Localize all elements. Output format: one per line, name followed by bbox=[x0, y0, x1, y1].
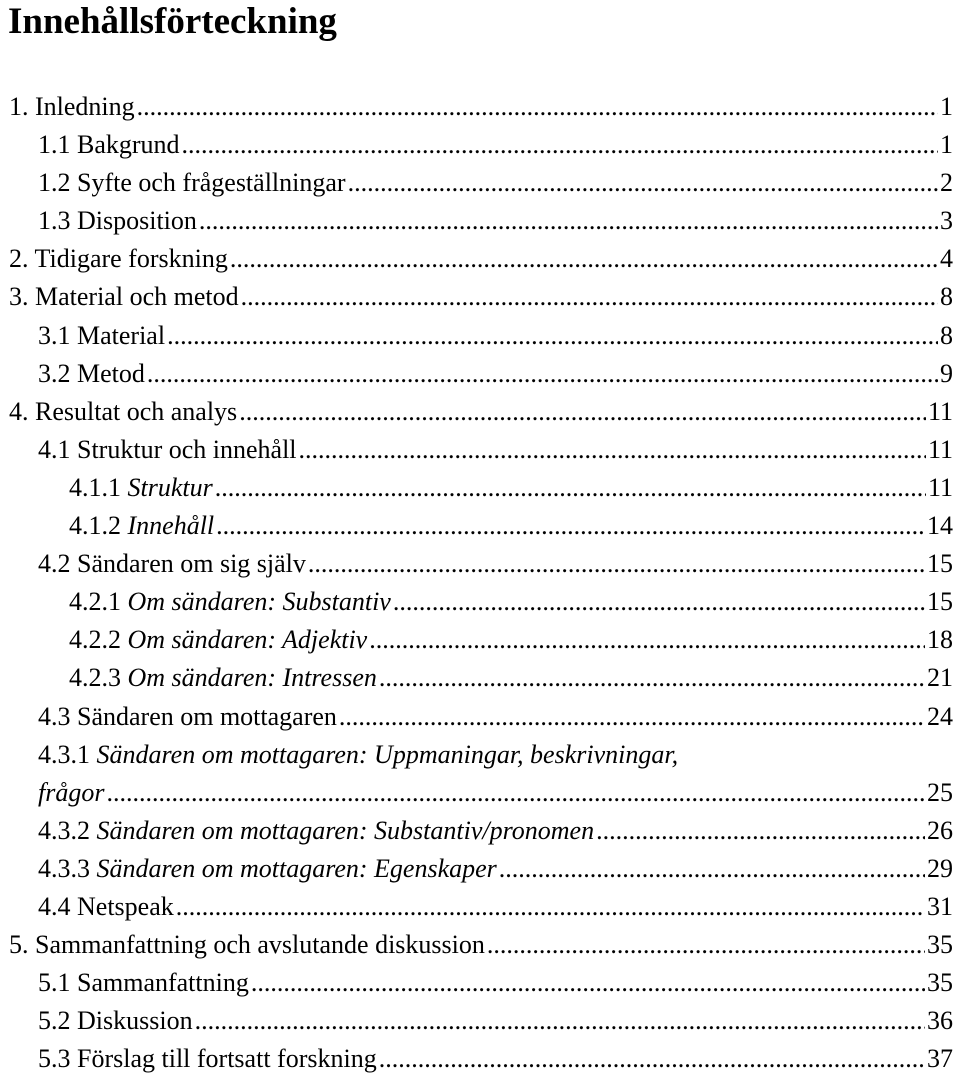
toc-entry-number: 5.2 bbox=[38, 1006, 71, 1036]
toc-entry-body bbox=[38, 698, 953, 736]
toc-entry[interactable] bbox=[0, 164, 960, 202]
toc-entry[interactable] bbox=[0, 736, 960, 812]
toc-entry[interactable] bbox=[0, 278, 960, 316]
toc-entry[interactable] bbox=[0, 393, 960, 431]
toc-entry-body bbox=[38, 1002, 953, 1040]
toc-entry[interactable] bbox=[0, 964, 960, 1002]
toc-entry-body bbox=[69, 621, 953, 659]
toc-entry-text bbox=[38, 1002, 193, 1040]
toc-entry-number: 4.3.2 bbox=[38, 815, 90, 845]
toc-entry-leader-dots bbox=[239, 393, 926, 431]
toc-entry-text bbox=[38, 317, 165, 355]
toc-entry-line bbox=[69, 659, 953, 697]
toc-entry-leader-dots bbox=[241, 278, 938, 316]
toc-entry-label: Om sändaren: Substantiv bbox=[127, 587, 391, 617]
toc-entry-leader-dots bbox=[299, 431, 926, 469]
toc-entry-leader-dots bbox=[147, 355, 938, 393]
toc-entry-line bbox=[38, 774, 953, 812]
toc-entry-label: Resultat och analys bbox=[35, 396, 238, 426]
toc-entry-line bbox=[38, 545, 953, 583]
toc-entry-page: 11 bbox=[927, 472, 953, 502]
toc-entry-line bbox=[38, 431, 953, 469]
toc-entry-line bbox=[38, 888, 953, 926]
toc-entry[interactable] bbox=[0, 88, 960, 126]
toc-entry-label: Sändaren om mottagaren: Uppmaningar, beskrivningar, bbox=[96, 739, 679, 769]
toc-entry-page: 29 bbox=[927, 853, 953, 883]
toc-entry-line bbox=[9, 88, 953, 126]
toc-entry-label-continued: frågor bbox=[38, 777, 105, 807]
toc-entry-text bbox=[9, 926, 485, 964]
toc-entry-number: 4.2.1 bbox=[69, 587, 121, 617]
toc-entry-line bbox=[38, 1040, 953, 1078]
toc-entry-line bbox=[38, 355, 953, 393]
toc-entry-label: Struktur bbox=[127, 472, 213, 502]
toc-entry-number: 4.3 bbox=[38, 701, 71, 731]
toc-entry-label: Sändaren om mottagaren: Egenskaper bbox=[96, 853, 497, 883]
toc-entry-leader-dots bbox=[167, 317, 938, 355]
toc-entry-line bbox=[38, 317, 953, 355]
toc-entry-body bbox=[38, 964, 953, 1002]
toc-entry-page: 1 bbox=[940, 92, 953, 121]
toc-entry-page: 11 bbox=[927, 396, 953, 426]
toc-entry-page: 24 bbox=[927, 701, 953, 731]
toc-entry-number: 1.2 bbox=[38, 168, 71, 198]
toc-entry-line bbox=[9, 926, 953, 964]
toc-entry-text bbox=[38, 164, 346, 202]
toc-entry-number: 2. bbox=[9, 244, 29, 274]
toc-list bbox=[0, 88, 960, 1078]
toc-entry[interactable] bbox=[0, 202, 960, 240]
toc-entry[interactable] bbox=[0, 545, 960, 583]
toc-entry-text bbox=[69, 507, 214, 545]
toc-entry-leader-dots bbox=[216, 507, 925, 545]
toc-entry-body bbox=[9, 926, 953, 964]
toc-entry-label: Diskussion bbox=[77, 1006, 193, 1036]
toc-entry-leader-dots bbox=[199, 202, 938, 240]
toc-entry-page: 37 bbox=[927, 1044, 953, 1074]
toc-entry-label: Struktur och innehåll bbox=[77, 434, 297, 464]
toc-entry-body bbox=[69, 469, 953, 507]
toc-entry-label: Sammanfattning och avslutande diskussion bbox=[35, 930, 485, 960]
toc-entry-page: 8 bbox=[940, 320, 953, 350]
toc-entry-number: 4.3.3 bbox=[38, 853, 90, 883]
toc-entry-line bbox=[9, 393, 953, 431]
toc-entry-label: Sändaren om mottagaren: Substantiv/pronomen bbox=[96, 815, 595, 845]
toc-entry-text bbox=[69, 621, 367, 659]
toc-entry-label: Innehåll bbox=[127, 511, 215, 541]
toc-entry-text bbox=[38, 964, 249, 1002]
toc-entry-number: 3. bbox=[9, 282, 29, 312]
toc-entry-page: 4 bbox=[940, 244, 953, 274]
toc-entry-text bbox=[38, 202, 197, 240]
toc-entry-leader-dots bbox=[195, 1002, 925, 1040]
toc-entry-body bbox=[38, 812, 953, 850]
toc-entry-label: Inledning bbox=[35, 92, 135, 121]
toc-entry-line bbox=[38, 850, 953, 888]
toc-entry-leader-dots bbox=[251, 964, 925, 1002]
toc-entry-page: 15 bbox=[927, 549, 953, 579]
toc-entry-body bbox=[9, 393, 953, 431]
toc-entry-label: Syfte och frågeställningar bbox=[77, 168, 346, 198]
toc-entry-body bbox=[38, 202, 953, 240]
toc-entry-body bbox=[38, 1040, 953, 1078]
toc-entry-first-line bbox=[38, 736, 953, 774]
toc-entry[interactable] bbox=[0, 507, 960, 545]
toc-entry-page: 25 bbox=[927, 777, 953, 807]
toc-entry-text bbox=[38, 698, 337, 736]
toc-entry-label: Disposition bbox=[77, 206, 197, 236]
toc-entry-text bbox=[69, 583, 391, 621]
toc-entry-text bbox=[9, 88, 135, 126]
toc-entry[interactable] bbox=[0, 621, 960, 659]
toc-entry-number: 4.2.3 bbox=[69, 663, 121, 693]
toc-entry-number: 4.2.2 bbox=[69, 625, 121, 655]
toc-entry-body bbox=[9, 240, 953, 278]
toc-entry-page: 35 bbox=[927, 930, 953, 960]
toc-entry-text bbox=[9, 278, 239, 316]
toc-entry[interactable] bbox=[0, 850, 960, 888]
toc-entry-line bbox=[38, 812, 953, 850]
toc-entry-line bbox=[38, 202, 953, 240]
toc-entry-page: 26 bbox=[927, 815, 953, 845]
toc-entry-label: Tidigare forskning bbox=[34, 244, 228, 274]
toc-entry-line bbox=[38, 964, 953, 1002]
toc-entry-body bbox=[38, 545, 953, 583]
toc-entry-body bbox=[38, 431, 953, 469]
toc-entry-body bbox=[69, 659, 953, 697]
toc-entry-body bbox=[69, 507, 953, 545]
toc-entry-text bbox=[38, 545, 306, 583]
toc-entry-text bbox=[69, 659, 377, 697]
toc-entry[interactable] bbox=[0, 355, 960, 393]
toc-entry[interactable] bbox=[0, 659, 960, 697]
toc-entry-body bbox=[38, 850, 953, 888]
toc-entry-line bbox=[38, 698, 953, 736]
toc-entry-leader-dots bbox=[182, 126, 938, 164]
toc-entry-line bbox=[9, 278, 953, 316]
toc-entry-number: 1. bbox=[9, 92, 29, 121]
toc-entry-label: Material bbox=[77, 320, 166, 350]
toc-entry[interactable] bbox=[0, 431, 960, 469]
toc-entry-body bbox=[38, 317, 953, 355]
toc-entry-leader-dots bbox=[487, 926, 925, 964]
toc-entry-leader-dots bbox=[369, 621, 925, 659]
toc-entry-text bbox=[69, 469, 213, 507]
toc-entry-page: 8 bbox=[940, 282, 953, 312]
toc-entry-page: 14 bbox=[927, 511, 953, 541]
toc-entry-label: Bakgrund bbox=[77, 130, 180, 160]
toc-entry-page: 36 bbox=[927, 1006, 953, 1036]
toc-entry-leader-dots bbox=[308, 545, 925, 583]
toc-entry[interactable] bbox=[0, 1002, 960, 1040]
toc-entry-leader-dots bbox=[499, 850, 925, 888]
toc-entry-leader-dots bbox=[137, 88, 938, 126]
toc-entry-number: 4.1.2 bbox=[69, 511, 121, 541]
toc-entry-label: Netspeak bbox=[77, 891, 174, 921]
toc-entry-line bbox=[9, 240, 953, 278]
toc-entry-number: 4.1.1 bbox=[69, 472, 121, 502]
toc-entry[interactable] bbox=[0, 888, 960, 926]
toc-entry-text bbox=[9, 240, 228, 278]
toc-entry-number: 1.3 bbox=[38, 206, 71, 236]
toc-entry-label: Material och metod bbox=[35, 282, 239, 312]
toc-entry-leader-dots bbox=[379, 1040, 925, 1078]
toc-entry[interactable] bbox=[0, 698, 960, 736]
toc-entry[interactable] bbox=[0, 926, 960, 964]
toc-entry-body bbox=[9, 88, 953, 126]
toc-entry-text bbox=[38, 431, 297, 469]
toc-entry-label: Förslag till fortsatt forskning bbox=[77, 1044, 377, 1074]
toc-entry-leader-dots bbox=[176, 888, 925, 926]
toc-entry-page: 15 bbox=[927, 587, 953, 617]
toc-entry-body bbox=[38, 736, 953, 812]
toc-entry-label: Sändaren om sig själv bbox=[77, 549, 306, 579]
toc-entry-number: 1.1 bbox=[38, 130, 71, 160]
toc-entry-page: 3 bbox=[940, 206, 953, 236]
toc-entry-line bbox=[38, 1002, 953, 1040]
toc-entry[interactable] bbox=[0, 469, 960, 507]
toc-entry-page: 1 bbox=[940, 130, 953, 160]
toc-entry-number: 4.2 bbox=[38, 549, 71, 579]
toc-entry-line bbox=[69, 507, 953, 545]
toc-entry-number: 4.1 bbox=[38, 434, 71, 464]
toc-entry-number: 4.4 bbox=[38, 891, 71, 921]
toc-entry[interactable] bbox=[0, 317, 960, 355]
toc-entry-page: 9 bbox=[940, 358, 953, 388]
toc-entry-label: Om sändaren: Intressen bbox=[127, 663, 377, 693]
toc-entry-leader-dots bbox=[348, 164, 938, 202]
toc-entry[interactable] bbox=[0, 812, 960, 850]
toc-entry-text bbox=[38, 126, 180, 164]
toc-entry-page: 35 bbox=[927, 968, 953, 998]
toc-entry-leader-dots bbox=[106, 774, 925, 812]
toc-entry-line bbox=[38, 126, 953, 164]
toc-entry-number: 5.1 bbox=[38, 968, 71, 998]
toc-entry-page: 21 bbox=[927, 663, 953, 693]
toc-title: Innehållsförteckning bbox=[8, 1, 337, 42]
toc-entry-leader-dots bbox=[339, 698, 925, 736]
toc-entry-text bbox=[38, 355, 145, 393]
toc-entry[interactable] bbox=[0, 583, 960, 621]
toc-entry-leader-dots bbox=[393, 583, 925, 621]
toc-entry-leader-dots bbox=[596, 812, 925, 850]
toc-entry-line bbox=[69, 469, 953, 507]
toc-entry-text bbox=[38, 888, 174, 926]
toc-entry-leader-dots bbox=[215, 469, 926, 507]
toc-entry-label: Sändaren om mottagaren bbox=[77, 701, 337, 731]
toc-entry-number: 3.2 bbox=[38, 358, 71, 388]
toc-entry-body bbox=[38, 126, 953, 164]
toc-entry-number: 4.3.1 bbox=[38, 739, 90, 769]
toc-entry[interactable] bbox=[0, 1040, 960, 1078]
toc-entry-label: Sammanfattning bbox=[77, 968, 249, 998]
toc-entry-page: 18 bbox=[927, 625, 953, 655]
toc-entry-page: 11 bbox=[927, 434, 953, 464]
toc-entry[interactable] bbox=[0, 126, 960, 164]
toc-entry-number: 5.3 bbox=[38, 1044, 71, 1074]
toc-entry-number: 4. bbox=[9, 396, 29, 426]
toc-entry[interactable] bbox=[0, 240, 960, 278]
toc-entry-body bbox=[38, 164, 953, 202]
toc-entry-body bbox=[9, 278, 953, 316]
toc-entry-body bbox=[38, 355, 953, 393]
toc-entry-leader-dots bbox=[230, 240, 938, 278]
toc-entry-page: 2 bbox=[940, 168, 953, 198]
toc-entry-number: 5. bbox=[9, 930, 29, 960]
toc-entry-text bbox=[38, 1040, 377, 1078]
toc-entry-text bbox=[38, 850, 497, 888]
toc-entry-line bbox=[69, 621, 953, 659]
toc-entry-line bbox=[69, 583, 953, 621]
toc-entry-text bbox=[9, 393, 237, 431]
toc-entry-text bbox=[38, 812, 594, 850]
toc-entry-body bbox=[38, 888, 953, 926]
toc-entry-leader-dots bbox=[379, 659, 925, 697]
toc-entry-page: 31 bbox=[927, 891, 953, 921]
toc-entry-label: Metod bbox=[77, 358, 145, 388]
toc-entry-body bbox=[69, 583, 953, 621]
toc-entry-line bbox=[38, 164, 953, 202]
toc-entry-label: Om sändaren: Adjektiv bbox=[127, 625, 368, 655]
toc-entry-number: 3.1 bbox=[38, 320, 71, 350]
